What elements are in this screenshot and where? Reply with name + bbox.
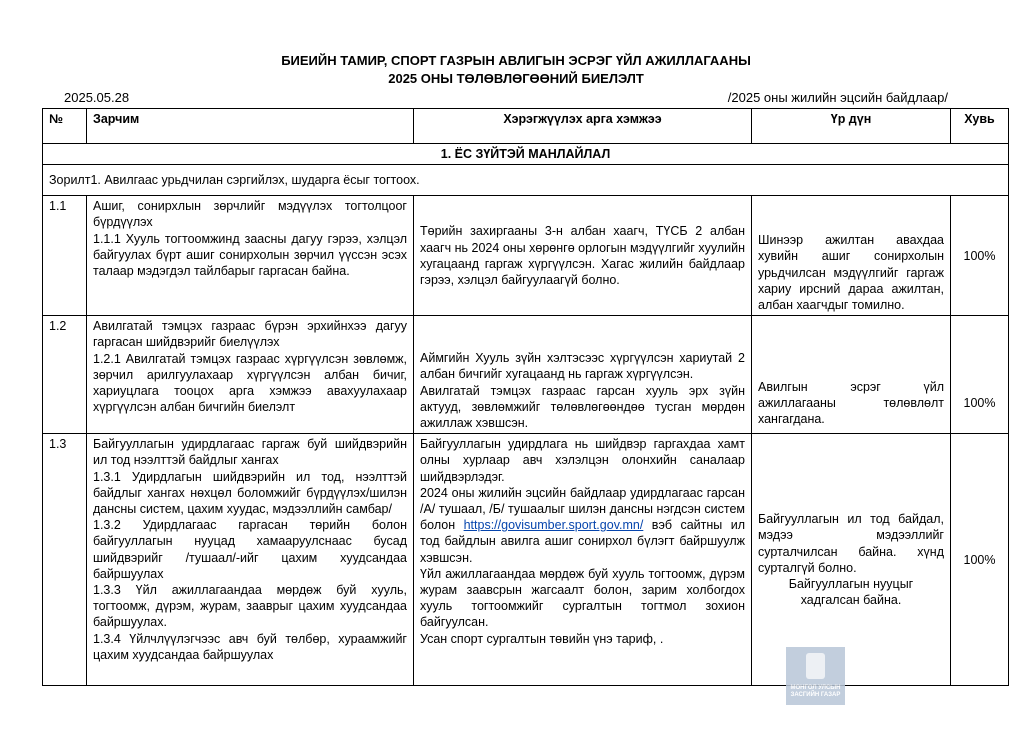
row-percent: 100% — [951, 316, 1009, 434]
row-action — [414, 434, 752, 686]
row-principle: Ашиг, сонирхлын зөрчлийг мэдүүлэх тогтолцоог бүрдүүлэх 1.1.1 Хууль тогтоомжинд заасны дагуу гэрээ, хэлцэл байгуулах бүрт ашиг сонирхолын зөрчил үүссэн эсэх талаар мэдэгдэл тайлбарыг гаргасан байна. — [87, 196, 414, 316]
column-header-percent: Хувь — [951, 109, 1009, 144]
document-date: 2025.05.28 — [64, 90, 130, 105]
row-action: Төрийн захиргааны 3-н албан хаагч, ТҮСБ 2 албан хаагч нь 2024 оны хөрөнгө орлогын мэдүүлгийг хуулийн хугацаанд гаргаж хүргүүлсэн. Хагас жилийн байдлаар гэрээ, хэлцэл байгуулаагүй болно. — [414, 196, 752, 316]
table-header-row — [43, 109, 1009, 144]
row-percent: 100% — [951, 434, 1009, 686]
row-result: Авилгын эсрэг үйл ажиллагааны төлөвлөлт хангагдана. — [752, 316, 951, 434]
row-number: 1.3 — [43, 434, 87, 686]
row-principle: Авилгатай тэмцэх газраас бүрэн эрхийнхээ дагуу гаргасан шийдвэрийг биелүүлэх 1.2.1 Авилгатай тэмцэх газраас хүргүүлсэн зөвлөмж, зөрчил арилгуулахаар хүргүүлсэн албан бичиг, хариуцлага тооцох арга хэмжээ авахуулахаар хүргүүлсэн албан бичгийн биелэлт — [87, 316, 414, 434]
row-result: Шинээр ажилтан авахдаа хувийн ашиг сонирхолын урьдчилсан мэдүүлгийг гаргаж хариу ирсний дараа ажилтан, албан хаагчдыг томилно. — [752, 196, 951, 316]
document-title-line1: БИЕИЙН ТАМИР, СПОРТ ГАЗРЫН АВЛИГЫН ЭСРЭГ ҮЙЛ АЖИЛЛАГААНЫ — [281, 53, 751, 68]
table-row — [43, 434, 1009, 686]
row-number: 1.2 — [43, 316, 87, 434]
row-action-text-b: вэб сайтны ил тод байдлын авилга ашиг сонирхол бүлэгт байршуулж хэвшсэн. Үйл ажиллагаандаа мөрдөж буй хууль тогтоомж, дүрэм журам заавсрын жагсаалт болон, зарим холбогдох хууль тогтоомжийг сургалтын тогтмол зохион байгуулсан. Усан спорт сургалтын төвийн үнэ тариф, . — [420, 518, 745, 646]
report-table — [42, 108, 1009, 686]
row-percent: 100% — [951, 196, 1009, 316]
row-action-text-a: Байгууллагын удирдлага нь шийдвэр гаргахдаа хамт олны хурлаар авч хэлэлцэн олонхийн саналаар шийдвэрлэдэг. 2024 оны жилийн эцсийн байдлаар удирдлагаас гарсан /А/ тушаал, /Б/ тушаалыг шилэн дансны нэгдсэн систем болон — [420, 437, 745, 533]
goal-text: Зорилт1. Авилгаас урьдчилан сэргийлэх, шударга ёсыг тогтоох. — [43, 165, 1009, 196]
goal-row — [43, 165, 1009, 196]
logo-text: МОНГОЛ УЛСЫН ЗАСГИЙН ГАЗАР — [790, 685, 841, 698]
column-header-action: Хэрэгжүүлэх арга хэмжээ — [414, 109, 752, 144]
section-title: 1. ЁС ЗҮЙТЭЙ МАНЛАЙЛАЛ — [43, 144, 1009, 165]
government-logo — [786, 647, 845, 705]
row-action: Аймгийн Хууль зүйн хэлтэсээс хүргүүлсэн хариутай 2 албан бичгийг хугацаанд нь гаргаж хүргүүлсэн. Авилгатай тэмцэх газраас гарсан хууль эрх зүйн актууд, зөвлөмжийг төлөвлөгөөндөө тусган мөрдөн ажиллаж хэвшсэн. — [414, 316, 752, 434]
report-period: /2025 оны жилийн эцсийн байдлаар/ — [727, 90, 948, 105]
soyombo-emblem-icon — [806, 653, 825, 679]
column-header-principle: Зарчим — [87, 109, 414, 144]
column-header-number: № — [43, 109, 87, 144]
table-row — [43, 316, 1009, 434]
row-result-text-a: Байгууллагын ил тод байдал, мэдээ мэдээллийг сурталчилсан байна. хүнд сурталгүй болно. — [758, 512, 944, 575]
row-result-text-b: Байгууллагын нууцыг хадгалсан байна. — [788, 576, 914, 608]
row-principle: Байгууллагын удирдлагаас гаргаж буй шийдвэрийн ил тод нээлттэй байдлыг хангах 1.3.1 Удирдлагын шийдвэрийн ил тод, нээлттэй байдлыг хангах нөхцөл боломжийг бүрдүүлэх/шилэн дансны систем, цахим хуудас, мэдээллийн самбар/ 1.3.2 Удирдлагаас гаргасан төрийн болон байгууллагын нууцад хамааруулснаас бусад шийдвэрийг /тушаал/-ийг цахим хуудсандаа байршуулах 1.3.3 Үйл ажиллагаандаа мөрдөж буй хууль, тогтоомж, дүрэм, журам, зааврыг цахим хуудсандаа байршуулах. 1.3.4 Үйлчлүүлэгчээс авч буй төлбөр, хураамжийг цахим хуудсандаа байршуулах — [87, 434, 414, 686]
row-number: 1.1 — [43, 196, 87, 316]
column-header-result: Үр дүн — [752, 109, 951, 144]
table-row — [43, 196, 1009, 316]
section-row — [43, 144, 1009, 165]
document-title-line2: 2025 ОНЫ ТӨЛӨВЛӨГӨӨНИЙ БИЕЛЭЛТ — [388, 71, 644, 86]
row-result — [752, 434, 951, 686]
website-link[interactable]: https://govisumber.sport.gov.mn/ — [463, 518, 644, 533]
